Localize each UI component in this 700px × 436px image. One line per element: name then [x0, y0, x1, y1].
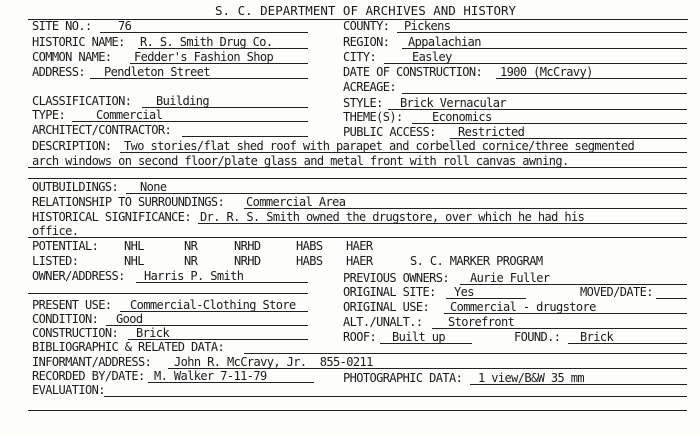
relationship-label: RELATIONSHIP TO SURROUNDINGS: — [32, 195, 225, 209]
roof-line — [380, 343, 472, 344]
previous-owners-value: Aurie Fuller — [470, 271, 550, 285]
moved-date-label: MOVED/DATE: — [580, 285, 653, 299]
original-site-line — [446, 298, 526, 299]
relationship-line — [244, 208, 687, 209]
evaluation-label: EVALUATION: — [32, 383, 105, 397]
classification-label: CLASSIFICATION: — [32, 94, 132, 108]
recorded-by-label: RECORDED BY/DATE: — [32, 369, 145, 383]
owner-address-blank-line — [28, 293, 308, 294]
construction-label: CONSTRUCTION: — [32, 326, 119, 340]
owner-address-label: OWNER/ADDRESS: — [32, 269, 125, 283]
found-label: FOUND.: — [514, 330, 561, 344]
historical-significance-value-line2: office. — [32, 224, 79, 238]
original-site-label: ORIGINAL SITE: — [343, 285, 436, 299]
county-value: Pickens — [404, 19, 451, 33]
owner-address-value: Harris P. Smith — [144, 269, 244, 283]
outbuildings-value: None — [140, 180, 167, 194]
themes-value: Economics — [432, 110, 492, 124]
description-value-line2: arch windows on second floor/plate glass and metal front with roll canvas awning. — [32, 154, 569, 168]
condition-value: Good — [116, 312, 143, 326]
owner-address-line — [136, 282, 308, 283]
type-label: TYPE: — [32, 108, 66, 122]
style-value: Brick Vernacular — [400, 96, 506, 110]
listed-sc-marker-program: S. C. MARKER PROGRAM — [410, 254, 543, 268]
listed-haer: HAER — [346, 254, 373, 268]
themes-line — [412, 123, 687, 124]
historical-significance-label: HISTORICAL SIGNIFICANCE: — [32, 210, 191, 224]
description-line1 — [120, 152, 687, 153]
alt-unalt-value: Storefront — [448, 315, 515, 329]
listed-nhl: NHL — [124, 254, 144, 268]
found-line — [568, 343, 687, 344]
city-line — [384, 63, 687, 64]
site-no-line — [100, 32, 308, 33]
region-line — [402, 48, 687, 49]
moved-date-line — [656, 298, 687, 299]
alt-unalt-label: ALT./UNALT.: — [343, 315, 423, 329]
relationship-value: Commercial Area — [246, 195, 346, 209]
classification-value: Building — [156, 94, 209, 108]
original-use-value: Commercial - drugstore — [450, 300, 596, 314]
form-title: S. C. DEPARTMENT OF ARCHIVES AND HISTORY — [215, 3, 517, 18]
date-of-construction-label: DATE OF CONSTRUCTION: — [343, 65, 483, 79]
city-label: CITY: — [343, 50, 377, 64]
site-no-value: 76 — [118, 19, 132, 33]
architect-label: ARCHITECT/CONTRACTOR: — [32, 123, 172, 137]
type-value: Commercial — [96, 108, 163, 122]
listed-nrhd: NRHD — [234, 254, 261, 268]
address-label: ADDRESS: — [32, 65, 85, 79]
common-name-line — [130, 63, 308, 64]
historical-significance-line2 — [28, 237, 687, 238]
outbuildings-label: OUTBUILDINGS: — [32, 180, 119, 194]
description-blank-line — [28, 178, 687, 179]
potential-label: POTENTIAL: — [32, 239, 99, 253]
alt-unalt-line — [432, 328, 687, 329]
previous-owners-line — [460, 284, 687, 285]
photographic-line — [470, 384, 687, 385]
listed-label: LISTED: — [32, 254, 79, 268]
potential-haer: HAER — [346, 239, 373, 253]
roof-value: Built up — [392, 330, 445, 344]
historical-significance-value-line1: Dr. R. S. Smith owned the drugstore, over which he had his — [200, 210, 585, 224]
evaluation-line — [104, 396, 687, 397]
city-value: Easley — [412, 50, 452, 64]
address-value: Pendleton Street — [104, 65, 210, 79]
informant-label: INFORMANT/ADDRESS: — [32, 355, 152, 369]
bibliographic-line — [244, 353, 687, 354]
potential-habs: HABS — [296, 239, 323, 253]
county-label: COUNTY: — [343, 19, 390, 33]
date-of-construction-line — [496, 78, 687, 79]
informant-value: John R. McCravy, Jr. 855-0211 — [174, 355, 373, 369]
present-use-line — [120, 311, 308, 312]
original-use-line — [444, 313, 687, 314]
photographic-label: PHOTOGRAPHIC DATA: — [343, 371, 463, 385]
historic-name-line — [138, 48, 308, 49]
style-label: STYLE: — [343, 96, 383, 110]
themes-label: THEME(S): — [343, 110, 403, 124]
description-value-line1: Two stories/flat shed roof with parapet and corbelled cornice/three segmented — [124, 139, 635, 153]
photographic-value: 1 view/B&W 35 mm — [478, 371, 584, 385]
county-line — [397, 32, 687, 33]
recorded-by-value: M. Walker 7-11-79 — [154, 369, 267, 383]
potential-nhl: NHL — [124, 239, 144, 253]
recorded-by-line — [148, 382, 314, 383]
potential-nr: NR — [184, 239, 198, 253]
description-line2 — [28, 167, 687, 168]
previous-owners-label: PREVIOUS OWNERS: — [343, 271, 449, 285]
acreage-label: ACREAGE: — [343, 80, 396, 94]
address-line — [90, 78, 308, 79]
roof-label: ROOF: — [343, 330, 377, 344]
date-of-construction-value: 1900 (McCravy) — [500, 65, 593, 79]
common-name-label: COMMON NAME: — [32, 50, 112, 64]
listed-nr: NR — [184, 254, 198, 268]
potential-nrhd: NRHD — [234, 239, 261, 253]
original-site-value: Yes — [454, 285, 474, 299]
type-line — [72, 121, 308, 122]
original-use-label: ORIGINAL USE: — [343, 300, 430, 314]
construction-value: Brick — [136, 326, 170, 340]
common-name-value: Fedder's Fashion Shop — [134, 50, 274, 64]
condition-label: CONDITION: — [32, 312, 99, 326]
historic-name-label: HISTORIC NAME: — [32, 35, 125, 49]
region-value: Appalachian — [408, 35, 481, 49]
historical-significance-line1 — [198, 223, 687, 224]
evaluation-blank-line — [28, 410, 687, 411]
outbuildings-line — [126, 193, 687, 194]
public-access-label: PUBLIC ACCESS: — [343, 125, 436, 139]
present-use-label: PRESENT USE: — [32, 298, 112, 312]
architect-line — [182, 136, 308, 137]
site-no-label: SITE NO.: — [32, 19, 92, 33]
bibliographic-label: BIBLIOGRAPHIC & RELATED DATA: — [32, 340, 225, 354]
listed-habs: HABS — [296, 254, 323, 268]
found-value: Brick — [580, 330, 614, 344]
classification-line — [142, 107, 308, 108]
acreage-line — [402, 93, 687, 94]
region-label: REGION: — [343, 35, 390, 49]
present-use-value: Commercial-Clothing Store — [130, 298, 296, 312]
description-label: DESCRIPTION: — [32, 139, 112, 153]
historic-name-value: R. S. Smith Drug Co. — [140, 35, 273, 49]
public-access-value: Restricted — [458, 125, 525, 139]
